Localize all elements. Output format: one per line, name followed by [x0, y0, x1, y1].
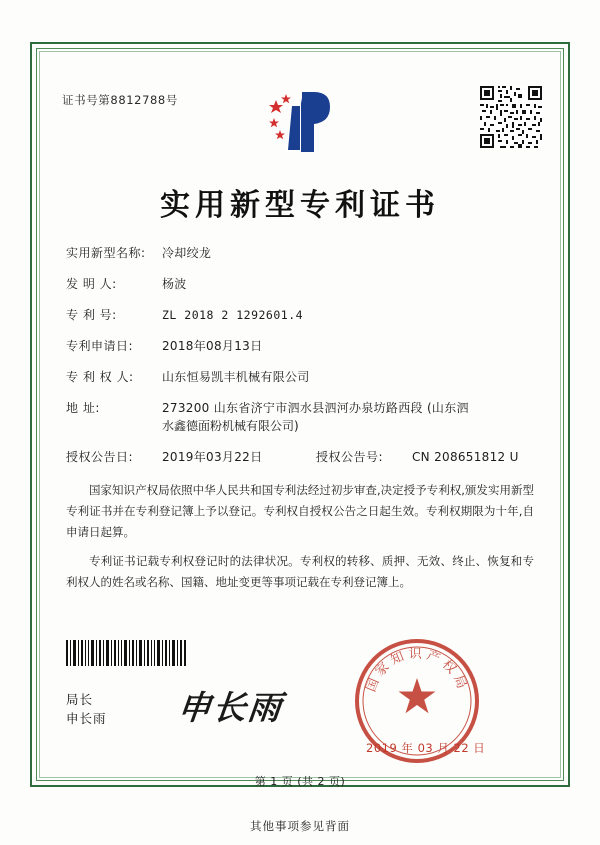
field-value: 2019年03月22日	[162, 450, 263, 464]
field-inventor	[66, 276, 536, 293]
field-address	[66, 400, 536, 435]
field-label: 专利申请日:	[66, 339, 134, 353]
legal-paragraph-2: 专利证书记载专利权登记时的法律状况。专利权的转移、质押、无效、终止、恢复和专利权人的姓名或名称、国籍、地址变更等事项记载在专利登记簿上。	[66, 554, 534, 589]
field-value: 273200 山东省济宁市泗水县泗河办泉坊路西段 (山东泗	[162, 401, 469, 415]
legal-body-text	[66, 480, 534, 601]
field-value: 2018年08月13日	[162, 339, 263, 353]
field-label: 授权公告号:	[316, 450, 384, 464]
qr-code-icon	[480, 86, 542, 148]
signature-title: 局长	[66, 692, 94, 707]
field-value: 山东恒易凯丰机械有限公司	[162, 370, 310, 384]
patent-logo-icon	[262, 82, 342, 162]
footer-note: 其他事项参见背面	[250, 819, 350, 833]
legal-paragraph-1: 国家知识产权局依照中华人民共和国专利法经过初步审查,决定授予专利权,颁发实用新型专利证书并在专利登记簿上予以登记。专利权自授权公告之日起生效。专利权期限为十年,自申请日起算。	[66, 483, 534, 539]
field-grant-row	[66, 449, 536, 466]
field-application-date	[66, 338, 536, 355]
field-patentee	[66, 369, 536, 386]
certificate-fields	[66, 245, 536, 480]
handwritten-signature: 申长雨	[175, 688, 285, 727]
field-label: 授权公告日:	[66, 450, 134, 464]
field-label: 专 利 权 人:	[66, 370, 134, 384]
seal-date: 2019 年 03 月 22 日	[366, 741, 486, 755]
field-value-line2: 水鑫德面粉机械有限公司)	[162, 419, 299, 433]
field-value: CN 208651812 U	[412, 450, 519, 464]
field-label: 发 明 人:	[66, 277, 117, 291]
page-number: 第 1 页 (共 2 页)	[254, 775, 346, 788]
field-label: 专 利 号:	[66, 308, 117, 322]
signature-labels	[66, 690, 107, 728]
field-value: 杨波	[162, 277, 187, 291]
field-value: ZL 2018 2 1292601.4	[162, 308, 304, 322]
field-utility-model-name	[66, 245, 536, 262]
page-title: 实用新型专利证书	[160, 188, 440, 223]
signature-name: 申长雨	[66, 711, 107, 726]
field-label: 地 址:	[66, 401, 100, 415]
field-patent-number	[66, 307, 536, 324]
certificate-number: 证书号第8812788号	[62, 93, 178, 107]
field-value: 冷却绞龙	[162, 246, 212, 260]
barcode-icon	[66, 640, 186, 666]
field-label: 实用新型名称:	[66, 246, 146, 260]
svg-text:国家知识产权局: 国家知识产权局	[363, 646, 471, 695]
